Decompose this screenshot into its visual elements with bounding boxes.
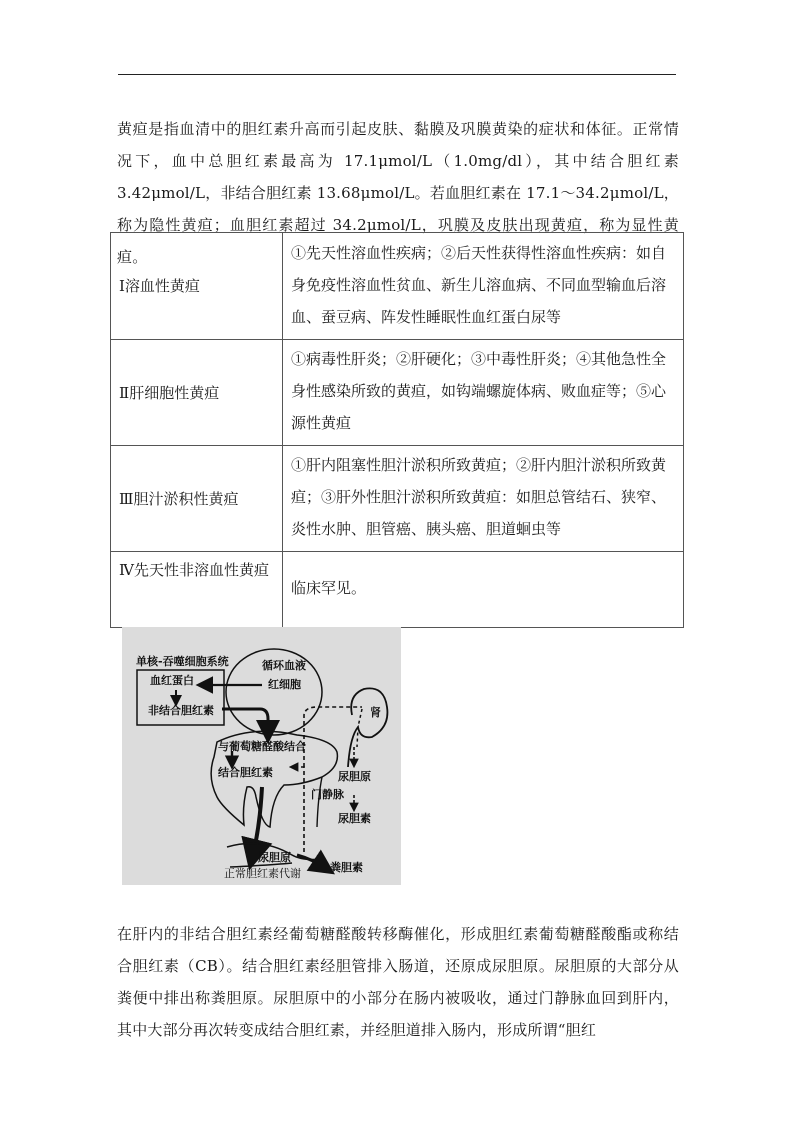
jaundice-type-cell: Ⅰ溶血性黄疸 [111, 233, 283, 340]
jaundice-cause-cell: ①肝内阻塞性胆汁淤积所致黄疸；②肝内胆汁淤积所致黄疸；③肝外性胆汁淤积所致黄疸：如胆总管结石、狭窄、炎性水肿、胆管癌、胰头癌、胆道蛔虫等 [283, 446, 684, 552]
label-portal-vein: 门静脉 [311, 788, 344, 801]
table-row [111, 552, 684, 628]
header-rule [118, 74, 676, 75]
label-conjugated-bilirubin: 结合胆红素 [218, 766, 273, 779]
jaundice-cause-cell: ①先天性溶血性疾病；②后天性获得性溶血性疾病：如自身免疫性溶血性贫血、新生儿溶血病、不同血型输血后溶血、蚕豆病、阵发性睡眠性血红蛋白尿等 [283, 233, 684, 340]
label-urobilin: 尿胆素 [338, 812, 371, 825]
bilirubin-metabolism-diagram [122, 627, 401, 885]
table-row [111, 233, 684, 340]
jaundice-type-cell: Ⅲ胆汁淤积性黄疸 [111, 446, 283, 552]
table-row [111, 340, 684, 446]
body-paragraph: 在肝内的非结合胆红素经葡萄糖醛酸转移酶催化，形成胆红素葡萄糖醛酸酯或称结合胆红素（CB）。结合胆红素经胆管排入肠道，还原成尿胆原。尿胆原的大部分从粪便中排出称粪胆原。尿胆原中的小部分在肠内被吸收，通过门静脉血回到肝内，其中大部分再次转变成结合胆红素，并经胆道排入肠内，形成所谓“胆红 [117, 925, 679, 1039]
label-stercobilin: 粪胆素 [330, 861, 363, 874]
jaundice-type-cell: Ⅱ肝细胞性黄疸 [111, 340, 283, 446]
jaundice-type-cell: Ⅳ先天性非溶血性黄疸 [111, 552, 283, 628]
label-unconjugated-bilirubin: 非结合胆红素 [148, 704, 214, 717]
intro-paragraph: 黄疸是指血清中的胆红素升高而引起皮肤、黏膜及巩膜黄染的症状和体征。正常情况下，血中总胆红素最高为 17.1μmol/L（1.0mg/dl），其中结合胆红素 3.42μmol/L，非结合胆红素 13.68μmol/L。若血胆红素在 17.1～34.2μmol/L，称为隐性黄疸；血胆红素超过 34.2μmol/L，巩膜及皮肤出现黄疸，称为显性黄疸。 [117, 120, 679, 266]
figure-caption: 正常胆红素代谢 [224, 867, 301, 880]
jaundice-cause-cell: 临床罕见。 [283, 552, 684, 628]
jaundice-cause-cell: ①病毒性肝炎；②肝硬化；③中毒性肝炎；④其他急性全身性感染所致的黄疸，如钩端螺旋体病、败血症等；⑤心源性黄疸 [283, 340, 684, 446]
label-urobilinogen-intestine: 尿胆原 [258, 851, 291, 864]
label-mononuclear-system: 单核-吞噬细胞系统 [136, 655, 229, 668]
label-circulating-blood: 循环血液 [262, 659, 306, 672]
table-row [111, 446, 684, 552]
label-hemoglobin: 血红蛋白 [150, 674, 194, 687]
label-kidney: 肾 [370, 706, 381, 719]
label-red-blood-cell: 红细胞 [268, 678, 301, 691]
jaundice-classification-table [110, 232, 684, 628]
label-glucuronic-conjugation: 与葡萄糖醛酸结合 [218, 740, 306, 753]
label-urobilinogen-kidney: 尿胆原 [338, 770, 371, 783]
